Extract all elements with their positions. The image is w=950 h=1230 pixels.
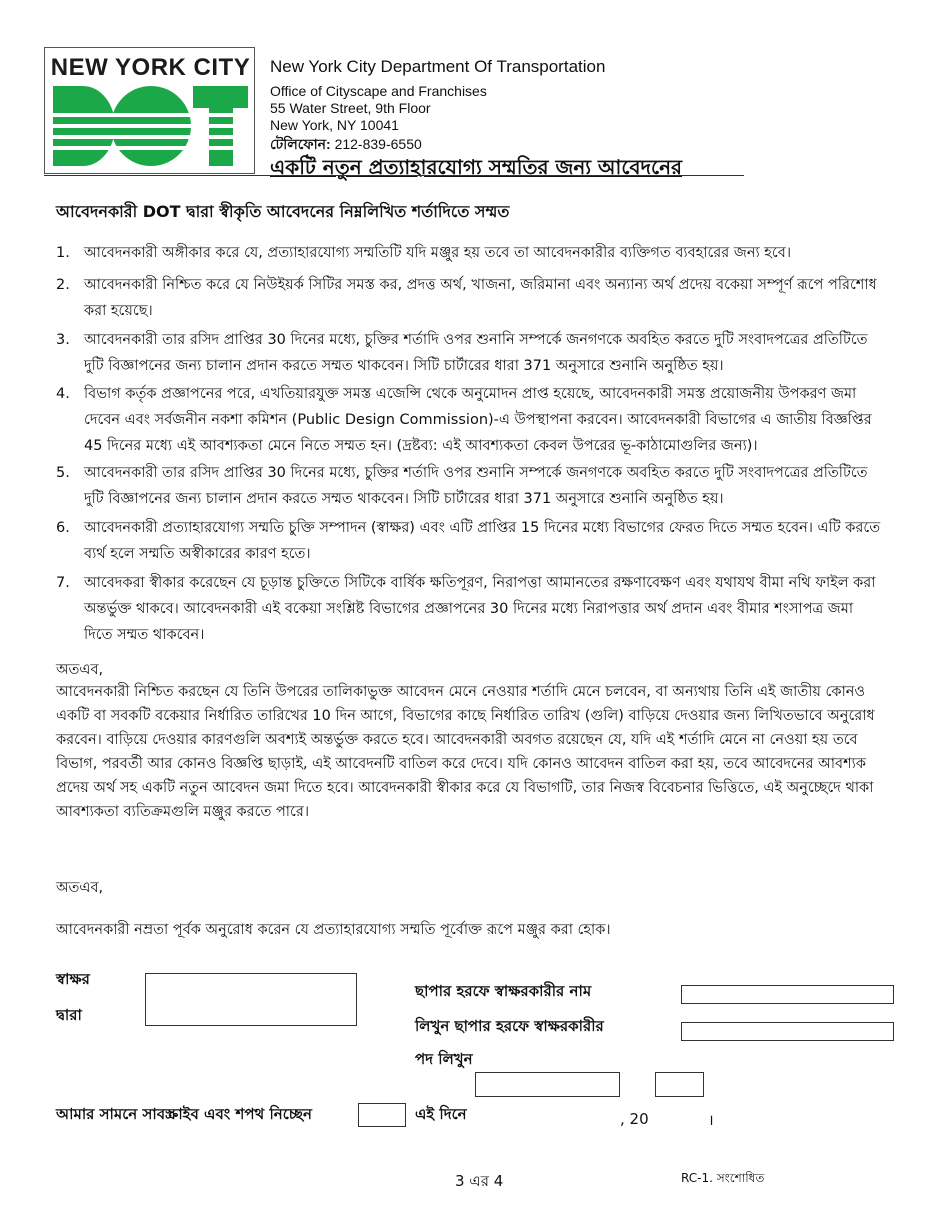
print-title-label-cont: পদ লিখুন <box>415 1050 473 1068</box>
whereas-label-1: অতএব, <box>56 662 104 678</box>
condition-text: আবেদনকারী তার রসিদ প্রাপ্তির 30 দিনের মধ্যে, চুক্তির শর্তাদি ওপর শুনানি সম্পর্কে জনগণকে অবহিত করতে দুটি সংবাদপত্রের প্রতিটিতে দুটি বিজ্ঞাপনের জন্য চালান প্রদান করতে সম্মত থাকবেন। সিটি চার্টারের ধারা 371 অনুসারে শুনানি অনুষ্ঠিত হয়। <box>84 465 868 507</box>
date-day-field[interactable] <box>475 1072 620 1097</box>
sentence-end-mark: । <box>708 1111 714 1129</box>
nyc-dot-logo <box>44 47 255 174</box>
logo-text: NEW YORK CITY <box>50 54 251 81</box>
signer-name-field[interactable] <box>681 985 894 1004</box>
condition-item-7 <box>56 570 886 648</box>
phone-label: টেলিফোন: <box>270 136 331 152</box>
print-title-label: লিখুন ছাপার হরফে স্বাক্ষরকারীর <box>415 1017 604 1035</box>
signer-title-field[interactable] <box>681 1022 894 1041</box>
condition-number: 7. <box>56 575 70 591</box>
condition-text: আবেদনকারী নিশ্চিত করে যে নিউইয়র্ক সিটির সমস্ত কর, প্রদত্ত অর্থ, খাজনা, জরিমানা এবং অন্যান্য অর্থ প্রদেয় বকেয়া সম্পূর্ণ রূপে পরিশোধ করা হয়েছে। <box>84 277 877 319</box>
header-divider <box>44 175 744 176</box>
condition-item-1 <box>56 240 886 266</box>
condition-item-4 <box>56 381 886 459</box>
year-prefix: , 20 <box>620 1110 649 1128</box>
whereas-paragraph: আবেদনকারী নিশ্চিত করছেন যে তিনি উপরের তালিকাভুক্ত আবেদন মেনে নেওয়ার শর্তাদি মেনে চলবেন, বা অন্যথায় তিনি এই জাতীয় কোনও একটি বা সবকটি বকেয়ার নির্ধারিত তারিখের 10 দিন আগে, বিভাগের কাছে নির্ধারিত তারিখ (গুলি) বাড়িয়ে দেওয়ার জন্য লিখিতভাবে অনুরোধ করবেন। বাড়িয়ে দেওয়ার কারণগুলি অবশ্যই অন্তর্ভুক্ত করতে হবে। আবেদনকারী অবগত রয়েছেন যে, যদি এই শর্তাদি মেনে না নেওয়া হয় তবে বিভাগ, পরবর্তী আর কোনও বিজ্ঞপ্তি ছাড়াই, এই আবেদনটি বাতিল করে দেবে। যদি কোনও আবেদন বাতিল করা হয়, তবে আবেদনের আবশ্যক প্রদেয় অর্থ সহ একটি নতুন আবেদন জমা দিতে হবে। আবেদনকারী স্বীকার করে যে বিভাগটি, তার নিজস্ব বিবেচনার ভিত্তিতে, এই অনুচ্ছেদে থাকা আবশ্যকতা ব্যতিক্রমগুলি মঞ্জুর করতে পারে। <box>56 684 875 820</box>
condition-item-5 <box>56 460 886 512</box>
day-label: এই দিনে <box>415 1105 467 1123</box>
notary-field[interactable] <box>358 1103 406 1127</box>
office-name: Office of Cityscape and Franchises <box>270 83 487 99</box>
dot-logo-mark <box>53 86 248 166</box>
address-line-2: New York, NY 10041 <box>270 117 399 133</box>
date-month-field[interactable] <box>655 1072 704 1097</box>
address-line-1: 55 Water Street, 9th Floor <box>270 100 431 116</box>
condition-text: আবেদকরা স্বীকার করেছেন যে চূড়ান্ত চুক্তিতে সিটিকে বার্ষিক ক্ষতিপূরণ, নিরাপত্তা আমানতের রক্ষণাবেক্ষণ এবং যথাযথ বীমা নথি ফাইল করা অন্তর্ভুক্ত থাকবে। আবেদনকারী এই বকেয়া সংশ্লিষ্ট বিভাগের প্রজ্ঞাপনের 30 দিনের মধ্যে নিরাপত্তার অর্থ প্রদান এবং বীমার শংসাপত্র জমা দিতে সম্মত থাকবেন। <box>84 575 876 643</box>
department-name: New York City Department Of Transportation <box>270 57 606 76</box>
page-title: একটি নতুন প্রত্যাহারযোগ্য সম্মতির জন্য আবেদনের <box>270 155 683 179</box>
condition-number: 4. <box>56 386 70 402</box>
condition-number: 2. <box>56 277 70 293</box>
condition-item-3 <box>56 327 886 379</box>
condition-text: আবেদনকারী তার রসিদ প্রাপ্তির 30 দিনের মধ্যে, চুক্তির শর্তাদি ওপর শুনানি সম্পর্কে জনগণকে অবহিত করতে দুটি সংবাদপত্রের প্রতিটিতে দুটি বিজ্ঞাপনের জন্য চালান প্রদান করতে সম্মত থাকবেন। সিটি চার্টারের ধারা 371 অনুসারে শুনানি অনুষ্ঠিত হয়। <box>84 332 868 374</box>
page-number: 3 এর 4 <box>455 1172 504 1190</box>
condition-text: বিভাগ কর্তৃক প্রজ্ঞাপনের পরে, এখতিয়ারযুক্ত সমস্ত এজেন্সি থেকে অনুমোদন প্রাপ্ত হয়েছে, আবেদনকারী সমস্ত প্রয়োজনীয় উপকরণ জমা দেবেন এবং সর্বজনীন নকশা কমিশন (Public Design Commission)-এ উপস্থাপনা করবেন। আবেদনকারী বিভাগের এ জাতীয় বিজ্ঞপ্তির 45 দিনের মধ্যে এই আবশ্যকতা মেনে নিতে সম্মত হন। (দ্রষ্টব্য: এই আবশ্যকতা কেবল উপরের ভূ-কাঠামোগুলির জন্য)। <box>84 386 872 454</box>
condition-text: আবেদনকারী অঙ্গীকার করে যে, প্রত্যাহারযোগ্য সম্মতিটি যদি মঞ্জুর হয় তবে তা আবেদনকারীর ব্যক্তিগত ব্যবহারের জন্য হবে। <box>84 245 792 261</box>
signature-field[interactable] <box>145 973 357 1026</box>
intro-heading: আবেদনকারী DOT দ্বারা স্বীকৃতি আবেদনের নিম্নলিখিত শর্তাদিতে সম্মত <box>56 202 510 221</box>
condition-number: 5. <box>56 465 70 481</box>
condition-number: 6. <box>56 520 70 536</box>
condition-number: 1. <box>56 245 70 261</box>
whereas-label-2: অতএব, <box>56 880 104 896</box>
condition-number: 3. <box>56 332 70 348</box>
condition-item-6 <box>56 515 886 567</box>
condition-item-2 <box>56 272 886 324</box>
condition-text: আবেদনকারী প্রত্যাহারযোগ্য সম্মতি চুক্তি সম্পাদন (স্বাক্ষর) এবং এটি প্রাপ্তির 15 দিনের মধ্যে বিভাগের ফেরত দিতে সম্মত হবেন। এটি করতে ব্যর্থ হলে সম্মতি অস্বীকারের কারণ হতে। <box>84 520 881 562</box>
request-text: আবেদনকারী নম্রতা পূর্বক অনুরোধ করেন যে প্রত্যাহারযোগ্য সম্মতি পূর্বোক্ত রূপে মঞ্জুর করা হোক। <box>56 922 611 938</box>
print-name-label: ছাপার হরফে স্বাক্ষরকারীর নাম <box>415 982 592 1000</box>
by-label: দ্বারা <box>56 1006 82 1024</box>
sworn-label: আমার সামনে সাবস্ক্রাইব এবং শপথ নিচ্ছেন <box>56 1105 312 1123</box>
phone-number: 212-839-6550 <box>334 136 422 152</box>
form-id: RC-1. সংশোধিত <box>681 1171 765 1185</box>
signature-label: স্বাক্ষর <box>56 970 90 988</box>
